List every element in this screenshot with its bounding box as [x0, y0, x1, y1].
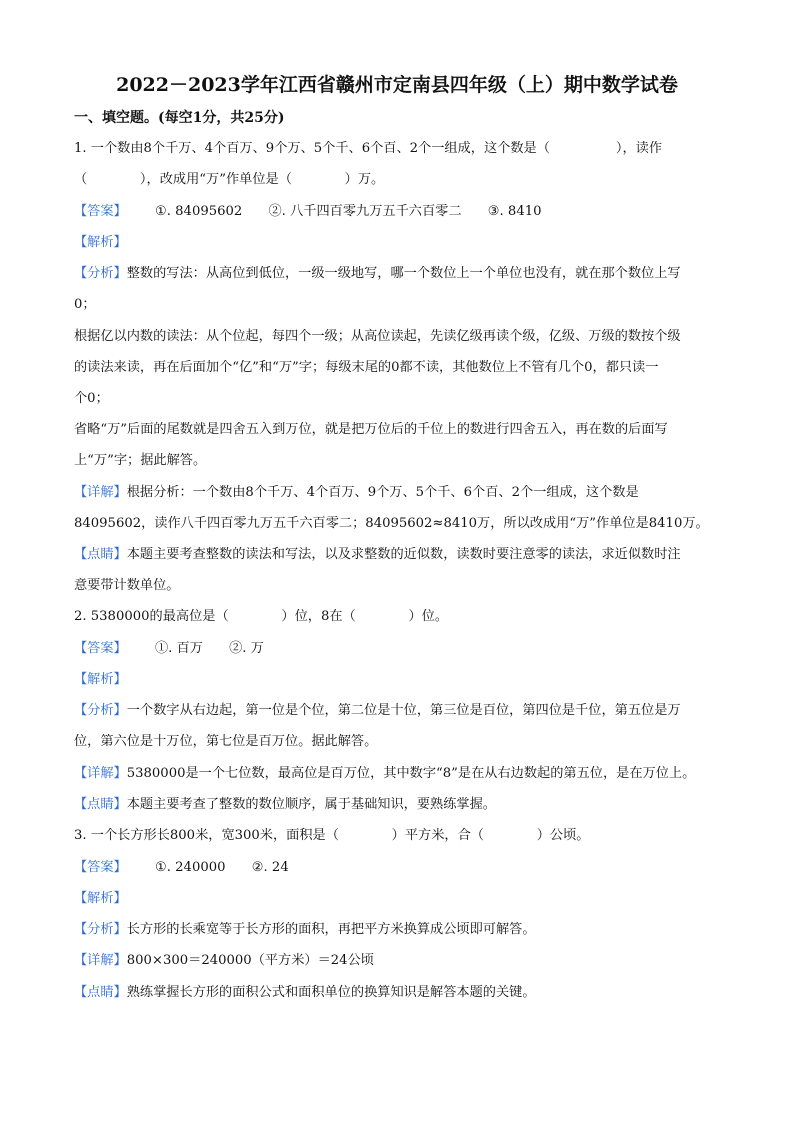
q1-stem-line2: （ ），改成用“万”作单位是（ ）万。: [74, 172, 385, 187]
q1-fenxi-line5: 个0；: [74, 391, 109, 406]
q2-stem: 2. 5380000的最高位是（ ）位，8在（ ）位。: [74, 609, 449, 624]
answer-tag: 【答案】: [74, 204, 127, 219]
q1-fenxi-line4: 的读法来读，再在后面加个“亿”和“万”字；每级末尾的0都不读，其他数位上不管有几个0，都只读一: [74, 360, 659, 375]
q2-fenxi-line1: [74, 701, 734, 721]
analysis-tag: 【解析】: [74, 891, 127, 906]
q2-answer-2: ②. 万: [229, 641, 264, 656]
q1-comment-line1: [74, 545, 734, 565]
q1-answer-3: ③. 8410: [487, 204, 542, 219]
q3-stem: 3. 一个长方形长800米，宽300米，面积是（ ）平方米，合（ ）公顷。: [74, 828, 590, 843]
q3-fenxi-line: [74, 920, 734, 940]
q2-comment-text: 本题主要考查了整数的数位顺序，属于基础知识，要熟练掌握。: [126, 797, 496, 812]
q3-answer-row: [74, 858, 734, 878]
q1-detail-line2: 84095602，读作八千四百零九万五千六百零二；84095602≈8410万，所以改成用“万”作单位是8410万。: [74, 516, 709, 531]
q1-answer-2: ②. 八千四百零九万五千六百零二: [268, 204, 462, 219]
fenxi-tag: 【分析】: [74, 266, 127, 281]
q1-fenxi-line3: 根据亿以内数的读法：从个位起，每四个一级；从高位读起，先读亿级再读个级，亿级、万级的数按个级: [74, 329, 681, 344]
q1-detail-text1: 根据分析：一个数由8个千万、4个百万、9个万、5个千、6个百、2个一组成，这个数是: [126, 485, 639, 500]
q3-answer-2: ②. 24: [251, 860, 289, 875]
exam-title: 2022－2023学年江西省赣州市定南县四年级（上）期中数学试卷: [116, 74, 678, 96]
comment-tag: 【点睛】: [74, 547, 127, 562]
q2-answer-1: ①. 百万: [154, 641, 203, 656]
q1-fenxi-line2: 0；: [74, 297, 96, 312]
q3-comment-text: 熟练掌握长方形的面积公式和面积单位的换算知识是解答本题的关键。: [126, 985, 536, 1000]
analysis-tag: 【解析】: [74, 672, 127, 687]
q3-analysis-tag: [74, 889, 734, 909]
q2-fenxi-line2: 位，第六位是十万位，第七位是百万位。据此解答。: [74, 734, 378, 749]
q1-analysis-tag: [74, 233, 734, 253]
q3-detail-text: 800×300＝240000（平方米）＝24公顷: [126, 953, 374, 968]
q2-analysis-tag: [74, 670, 734, 690]
section-heading: 一、填空题。(每空1分，共25分): [74, 110, 285, 126]
analysis-tag: 【解析】: [74, 235, 127, 250]
q1-answer-1: ①. 84095602: [154, 204, 243, 219]
detail-tag: 【详解】: [74, 766, 127, 781]
q1-fenxi-line7: 上“万”字；据此解答。: [74, 453, 207, 468]
q3-comment-line: [74, 983, 734, 1003]
fenxi-tag: 【分析】: [74, 922, 127, 937]
q1-fenxi-line1: [74, 264, 734, 284]
q1-comment-line2: 意要带计数单位。: [74, 578, 180, 593]
q2-fenxi-text1: 一个数字从右边起，第一位是个位，第二位是十位，第三位是百位，第四位是千位，第五位是万: [126, 703, 681, 718]
q1-detail-line1: [74, 483, 734, 503]
detail-tag: 【详解】: [74, 485, 127, 500]
q2-detail-line: [74, 764, 734, 784]
q2-comment-line: [74, 795, 734, 815]
q3-fenxi-text: 长方形的长乘宽等于长方形的面积，再把平方米换算成公顷即可解答。: [126, 922, 536, 937]
q1-comment-text1: 本题主要考查整数的读法和写法，以及求整数的近似数，读数时要注意零的读法，求近似数时注: [126, 547, 681, 562]
answer-tag: 【答案】: [74, 860, 127, 875]
q3-detail-line: [74, 951, 734, 971]
q2-detail-text: 5380000是一个七位数，最高位是百万位，其中数字“8”是在从右边数起的第五位，是在万位上。: [126, 766, 696, 781]
fenxi-tag: 【分析】: [74, 703, 127, 718]
q1-stem-line1: 1. 一个数由8个千万、4个百万、9个万、5个千、6个百、2个一组成，这个数是（ ），读作: [74, 141, 663, 156]
q3-answer-1: ①. 240000: [154, 860, 226, 875]
detail-tag: 【详解】: [74, 953, 127, 968]
comment-tag: 【点睛】: [74, 797, 127, 812]
q2-answer-row: [74, 639, 734, 659]
q1-answer-row: [74, 202, 734, 222]
comment-tag: 【点睛】: [74, 985, 127, 1000]
answer-tag: 【答案】: [74, 641, 127, 656]
q1-fenxi-text1: 整数的写法：从高位到低位，一级一级地写，哪一个数位上一个单位也没有，就在那个数位上写: [126, 266, 681, 281]
q1-fenxi-line6: 省略“万”后面的尾数就是四舍五入到万位，就是把万位后的千位上的数进行四舍五入，再在数的后面写: [74, 422, 668, 437]
